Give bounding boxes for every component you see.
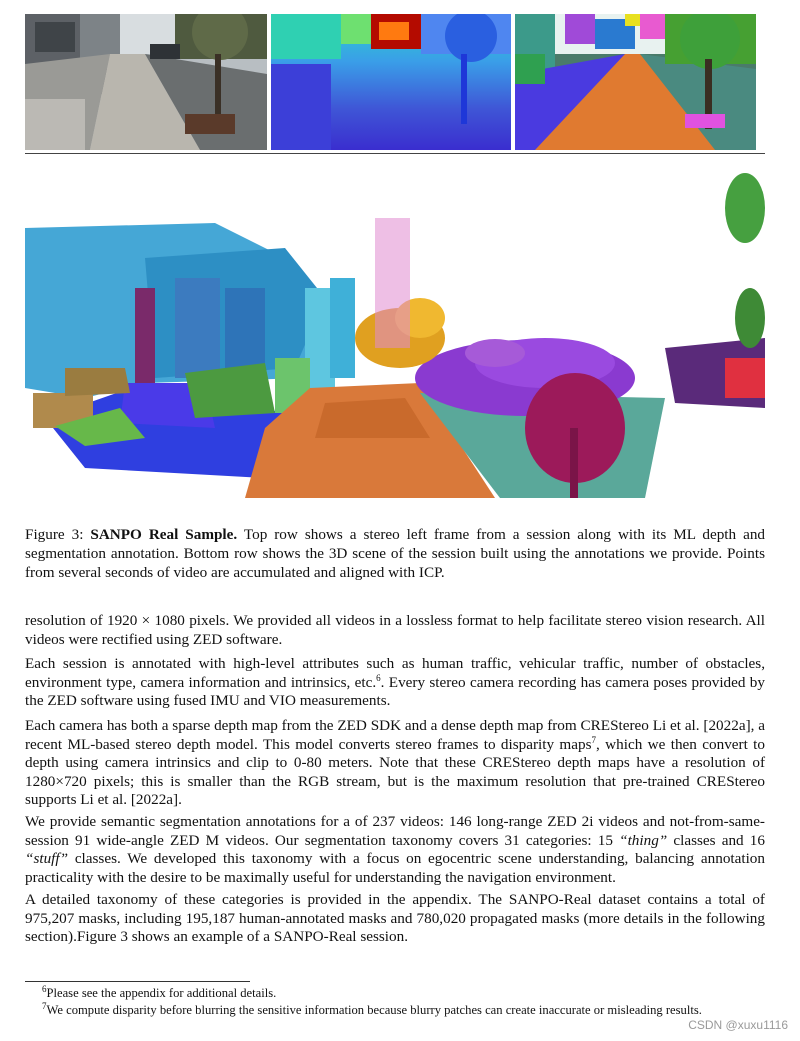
paragraph-text: classes. We developed this taxonomy with a focus on egocentric scene understanding, balancing annotation practicality with the desire to be maximally useful for understanding the navigation environment. — [25, 850, 765, 886]
footnote-mark: 7 — [42, 1000, 47, 1011]
ml-depth-annotation-image — [271, 14, 511, 150]
thing-term: “thing” — [619, 831, 668, 849]
figure-caption — [25, 525, 765, 582]
footnote-text: Please see the appendix for additional details. — [46, 986, 277, 1000]
footnote-ref[interactable]: 6 — [376, 672, 381, 683]
paragraph-text: Each camera has both a sparse depth map from the ZED SDK and a dense depth map from CREStereo Li et al. [2022a], a recent ML-based stereo depth model. This model converts stereo frames to disparity maps — [25, 717, 765, 753]
stereo-left-frame-image — [25, 14, 267, 150]
paragraph-text: A detailed taxonomy of these categories is provided in the appendix. The SANPO-Real dataset contains a total of 975,207 masks, including 195,187 human-annotated masks and 780,020 propagated masks (more details in the following section).Figure 3 shows an example of a SANPO-Real session. — [25, 891, 765, 945]
footnote-divider — [25, 981, 250, 982]
footnote-mark: 6 — [42, 983, 47, 994]
footnote-6 — [25, 983, 765, 1001]
body-paragraph — [25, 891, 765, 947]
footnote-7 — [25, 1000, 765, 1018]
footnote-text: We compute disparity before blurring the sensitive information because blurry patches can create inaccurate or misleading results. — [46, 1003, 702, 1017]
footnote-ref[interactable]: 7 — [591, 734, 596, 745]
paragraph-text: We provide semantic segmentation annotations for a of 237 videos: 146 long-range ZED 2i videos and not-from-same-session 91 wide-angle ZED M videos. Our segmentation taxonomy covers 31 categories: 15 — [25, 813, 765, 849]
figure-label: Figure 3: — [25, 526, 84, 543]
paragraph-text: . Every stereo camera recording has camera poses provided by the ZED software using fused IMU and VIO measurements. — [25, 673, 765, 709]
paragraph-text: Each session is annotated with high-level attributes such as human traffic, vehicular traffic, number of obstacles, environment type, camera information and intrinsics, etc. — [25, 655, 765, 691]
body-paragraph — [25, 612, 765, 649]
figure-title: SANPO Real Sample. — [90, 526, 238, 543]
3d-point-cloud-scene-image — [25, 168, 765, 508]
watermark: CSDN @xuxu1116 — [688, 1018, 788, 1032]
paragraph-text: , which we then convert to depth using camera intrinsics and clip to 0-80 meters. Note that these CREStereo depth maps have a resolution of 1280×720 pixels; this is smaller than the RGB stream, but is the maximum resolution that pre-trained CREStereo supports Li et al. [2022a]. — [25, 735, 765, 808]
stuff-term: “stuff” — [25, 850, 69, 867]
body-paragraph — [25, 655, 765, 711]
caption-line: Top row shows a stereo left frame from a session along with its ML depth and — [243, 526, 766, 543]
caption-line: segmentation annotation. Bottom row shows the 3D scene of the session built using the annotations we provide. — [25, 545, 723, 562]
segmentation-annotation-image — [515, 14, 756, 150]
paragraph-text: resolution of 1920 × 1080 pixels. We provided all videos in a lossless format to help facilitate stereo vision research. All videos were rectified using ZED software. — [25, 612, 765, 648]
paragraph-text: classes and 16 — [667, 831, 765, 849]
body-paragraph — [25, 813, 765, 887]
body-paragraph — [25, 717, 765, 810]
caption-line: Points from several seconds of video are accumulated and aligned with ICP. — [25, 545, 765, 581]
figure-divider — [25, 153, 765, 154]
